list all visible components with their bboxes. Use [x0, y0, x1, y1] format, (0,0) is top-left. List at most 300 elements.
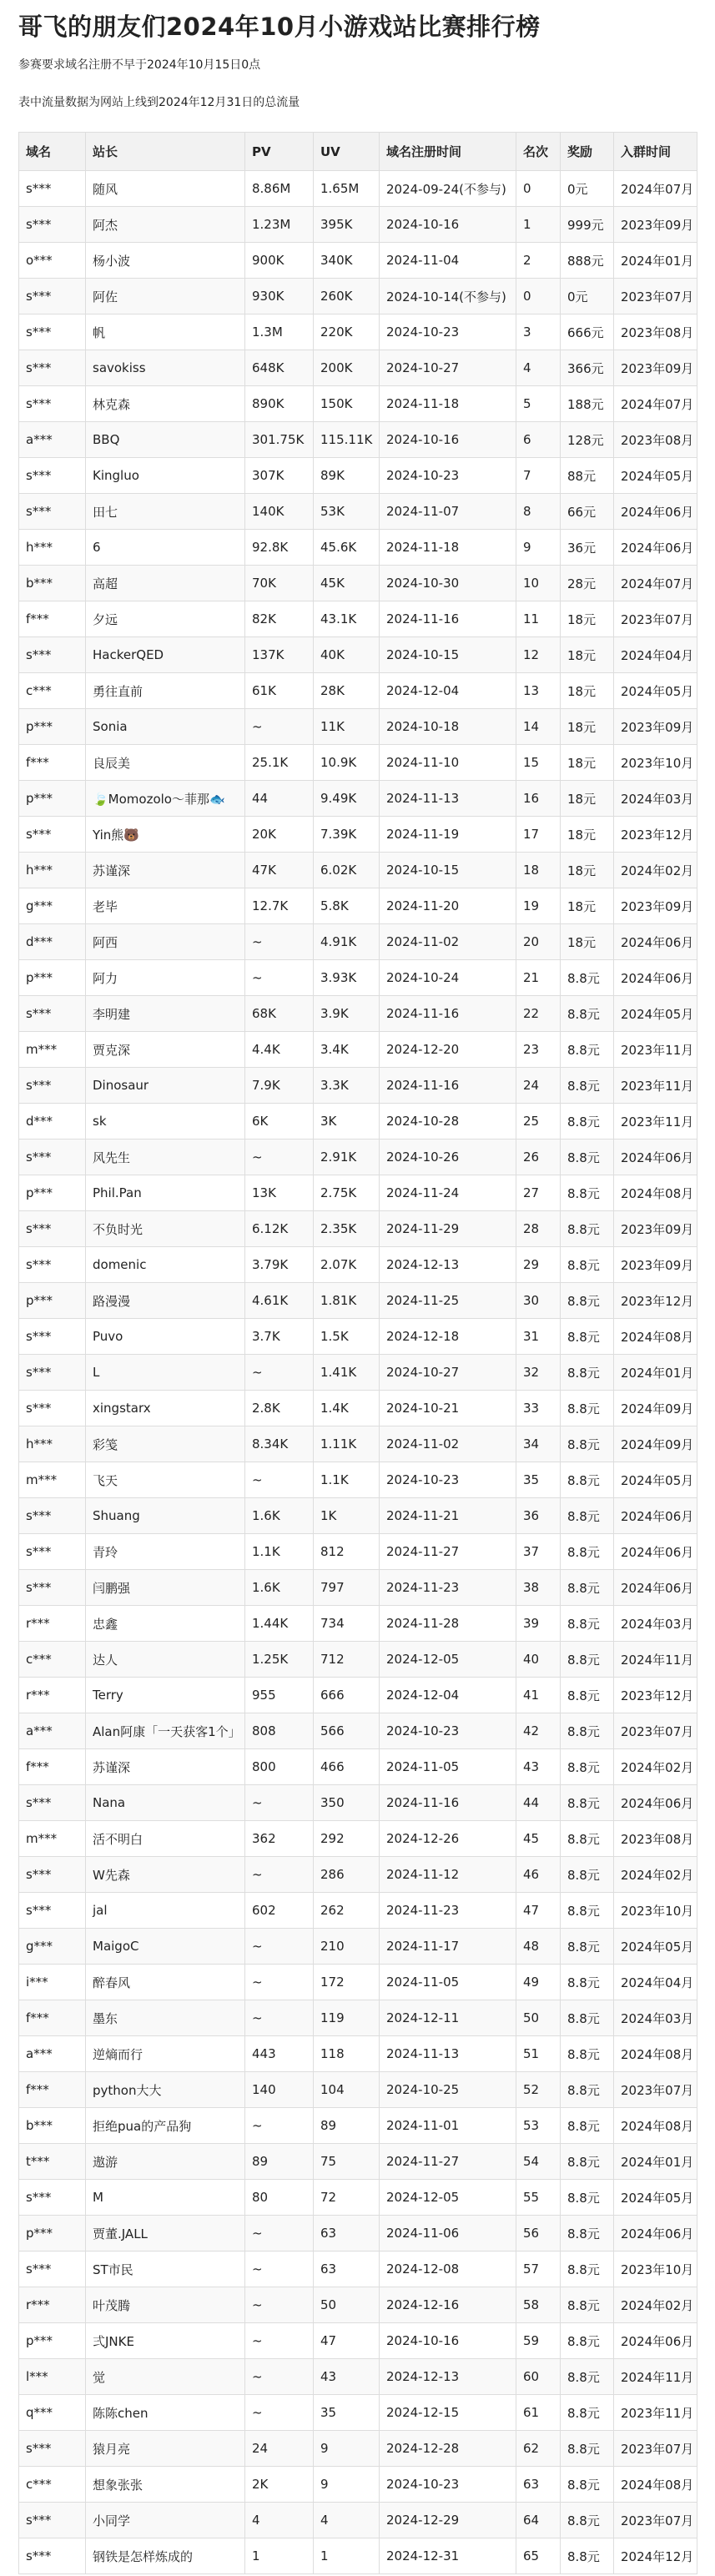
- cell-rank: 27: [516, 1175, 561, 1211]
- cell-domain: r***: [19, 1678, 86, 1713]
- cell-register-date: 2024-10-16: [380, 422, 516, 458]
- cell-domain: p***: [19, 781, 86, 817]
- cell-uv: 11K: [314, 709, 380, 745]
- cell-reward: 999元: [561, 207, 614, 243]
- cell-register-date: 2024-11-23: [380, 1570, 516, 1606]
- table-row: [19, 1857, 697, 1893]
- cell-domain: c***: [19, 673, 86, 709]
- cell-register-date: 2024-11-10: [380, 745, 516, 781]
- cell-register-date: 2024-11-20: [380, 888, 516, 924]
- cell-uv: 4: [314, 2503, 380, 2538]
- cell-join-date: 2024年07月: [614, 171, 697, 207]
- cell-uv: 340K: [314, 243, 380, 279]
- cell-uv: 5.8K: [314, 888, 380, 924]
- cell-domain: q***: [19, 2395, 86, 2431]
- cell-join-date: 2023年12月: [614, 1678, 697, 1713]
- cell-join-date: 2024年05月: [614, 2180, 697, 2216]
- cell-pv: 47K: [245, 853, 314, 888]
- cell-pv: 3.7K: [245, 1319, 314, 1355]
- cell-join-date: 2024年09月: [614, 1426, 697, 1462]
- cell-rank: 48: [516, 1929, 561, 1965]
- cell-rank: 42: [516, 1713, 561, 1749]
- cell-owner: 活不明白: [86, 1821, 245, 1857]
- cell-pv: 4.4K: [245, 1032, 314, 1068]
- cell-rank: 23: [516, 1032, 561, 1068]
- cell-pv: 1: [245, 2538, 314, 2574]
- cell-domain: s***: [19, 1211, 86, 1247]
- cell-pv: ~: [245, 1929, 314, 1965]
- cell-pv: ~: [245, 1140, 314, 1175]
- cell-join-date: 2024年03月: [614, 781, 697, 817]
- cell-rank: 24: [516, 1068, 561, 1104]
- cell-domain: s***: [19, 1570, 86, 1606]
- cell-rank: 30: [516, 1283, 561, 1319]
- cell-join-date: 2024年09月: [614, 1391, 697, 1426]
- cell-pv: 1.3M: [245, 314, 314, 350]
- cell-uv: 172: [314, 1965, 380, 2000]
- cell-pv: ~: [245, 1462, 314, 1498]
- cell-uv: 89: [314, 2108, 380, 2144]
- table-row: [19, 2538, 697, 2574]
- cell-register-date: 2024-11-05: [380, 1749, 516, 1785]
- cell-join-date: 2024年05月: [614, 1462, 697, 1498]
- cell-uv: 43: [314, 2359, 380, 2395]
- cell-domain: r***: [19, 2287, 86, 2323]
- cell-register-date: 2024-11-29: [380, 1211, 516, 1247]
- cell-reward: 0元: [561, 171, 614, 207]
- cell-pv: ~: [245, 2216, 314, 2251]
- table-row: [19, 960, 697, 996]
- cell-uv: 63: [314, 2216, 380, 2251]
- cell-rank: 0: [516, 171, 561, 207]
- table-row: [19, 1929, 697, 1965]
- cell-register-date: 2024-10-23: [380, 314, 516, 350]
- cell-domain: a***: [19, 422, 86, 458]
- cell-reward: 88元: [561, 458, 614, 494]
- cell-owner: domenic: [86, 1247, 245, 1283]
- cell-pv: 2K: [245, 2467, 314, 2503]
- cell-reward: 8.8元: [561, 996, 614, 1032]
- cell-domain: s***: [19, 1319, 86, 1355]
- cell-rank: 15: [516, 745, 561, 781]
- cell-register-date: 2024-10-15: [380, 637, 516, 673]
- cell-domain: s***: [19, 1247, 86, 1283]
- cell-owner: 贾董.JALL: [86, 2216, 245, 2251]
- table-row: [19, 2359, 697, 2395]
- cell-owner: 苏谨深: [86, 853, 245, 888]
- cell-uv: 6.02K: [314, 853, 380, 888]
- cell-join-date: 2024年06月: [614, 960, 697, 996]
- table-row: [19, 386, 697, 422]
- page-title: 哥飞的朋友们2024年10月小游戏站比赛排行榜: [18, 13, 541, 41]
- cell-reward: 18元: [561, 817, 614, 853]
- cell-join-date: 2024年06月: [614, 1785, 697, 1821]
- cell-owner: 陈陈chen: [86, 2395, 245, 2431]
- cell-join-date: 2024年06月: [614, 1534, 697, 1570]
- cell-reward: 8.8元: [561, 1462, 614, 1498]
- cell-reward: 8.8元: [561, 1391, 614, 1426]
- cell-uv: 1.41K: [314, 1355, 380, 1391]
- cell-reward: 8.8元: [561, 1068, 614, 1104]
- cell-reward: 8.8元: [561, 1104, 614, 1140]
- table-row: [19, 1965, 697, 2000]
- cell-uv: 9: [314, 2467, 380, 2503]
- cell-pv: 8.34K: [245, 1426, 314, 1462]
- cell-domain: g***: [19, 1929, 86, 1965]
- cell-uv: 3.4K: [314, 1032, 380, 1068]
- cell-owner: 阿杰: [86, 207, 245, 243]
- cell-pv: 140: [245, 2072, 314, 2108]
- cell-register-date: 2024-12-13: [380, 2359, 516, 2395]
- cell-pv: ~: [245, 2395, 314, 2431]
- cell-join-date: 2023年08月: [614, 314, 697, 350]
- cell-reward: 8.8元: [561, 2180, 614, 2216]
- table-row: [19, 2108, 697, 2144]
- cell-owner: 钢铁是怎样炼成的: [86, 2538, 245, 2574]
- cell-pv: 7.9K: [245, 1068, 314, 1104]
- cell-uv: 3.9K: [314, 996, 380, 1032]
- cell-join-date: 2023年10月: [614, 2251, 697, 2287]
- cell-register-date: 2024-11-04: [380, 243, 516, 279]
- cell-pv: 6K: [245, 1104, 314, 1140]
- cell-pv: 1.1K: [245, 1534, 314, 1570]
- cell-register-date: 2024-10-25: [380, 2072, 516, 2108]
- cell-join-date: 2024年11月: [614, 2359, 697, 2395]
- cell-register-date: 2024-09-24(不参与): [380, 171, 516, 207]
- cell-owner: M: [86, 2180, 245, 2216]
- cell-pv: 443: [245, 2036, 314, 2072]
- cell-rank: 59: [516, 2323, 561, 2359]
- table-row: [19, 924, 697, 960]
- cell-pv: ~: [245, 1355, 314, 1391]
- cell-owner: 叶茂腾: [86, 2287, 245, 2323]
- cell-register-date: 2024-12-15: [380, 2395, 516, 2431]
- cell-owner: MaigoC: [86, 1929, 245, 1965]
- ranking-table: [18, 132, 697, 2574]
- cell-owner: 帆: [86, 314, 245, 350]
- cell-rank: 65: [516, 2538, 561, 2574]
- cell-domain: b***: [19, 566, 86, 601]
- cell-reward: 8.8元: [561, 960, 614, 996]
- cell-pv: ~: [245, 2359, 314, 2395]
- cell-rank: 47: [516, 1893, 561, 1929]
- header-uv: UV: [314, 133, 380, 171]
- cell-register-date: 2024-11-18: [380, 530, 516, 566]
- cell-register-date: 2024-11-16: [380, 601, 516, 637]
- cell-register-date: 2024-11-23: [380, 1893, 516, 1929]
- cell-reward: 8.8元: [561, 1821, 614, 1857]
- cell-pv: ~: [245, 2000, 314, 2036]
- cell-join-date: 2024年01月: [614, 243, 697, 279]
- cell-reward: 8.8元: [561, 1534, 614, 1570]
- table-row: [19, 566, 697, 601]
- cell-owner: 青玲: [86, 1534, 245, 1570]
- table-row: [19, 781, 697, 817]
- cell-pv: 362: [245, 1821, 314, 1857]
- cell-join-date: 2023年09月: [614, 207, 697, 243]
- cell-pv: 955: [245, 1678, 314, 1713]
- cell-register-date: 2024-11-13: [380, 2036, 516, 2072]
- cell-rank: 8: [516, 494, 561, 530]
- cell-owner: 墨东: [86, 2000, 245, 2036]
- cell-reward: 8.8元: [561, 2395, 614, 2431]
- cell-join-date: 2024年07月: [614, 386, 697, 422]
- cell-register-date: 2024-11-16: [380, 996, 516, 1032]
- cell-domain: s***: [19, 1140, 86, 1175]
- cell-rank: 63: [516, 2467, 561, 2503]
- cell-pv: 4: [245, 2503, 314, 2538]
- cell-uv: 262: [314, 1893, 380, 1929]
- cell-pv: 25.1K: [245, 745, 314, 781]
- cell-rank: 21: [516, 960, 561, 996]
- cell-domain: l***: [19, 2359, 86, 2395]
- cell-domain: s***: [19, 637, 86, 673]
- cell-register-date: 2024-12-04: [380, 1678, 516, 1713]
- cell-reward: 8.8元: [561, 1032, 614, 1068]
- cell-pv: 930K: [245, 279, 314, 314]
- cell-owner: 勇往直前: [86, 673, 245, 709]
- cell-uv: 118: [314, 2036, 380, 2072]
- cell-register-date: 2024-11-02: [380, 924, 516, 960]
- cell-register-date: 2024-11-21: [380, 1498, 516, 1534]
- cell-join-date: 2023年12月: [614, 1283, 697, 1319]
- cell-register-date: 2024-11-27: [380, 1534, 516, 1570]
- cell-rank: 5: [516, 386, 561, 422]
- cell-uv: 45.6K: [314, 530, 380, 566]
- cell-register-date: 2024-10-26: [380, 1140, 516, 1175]
- cell-reward: 8.8元: [561, 1965, 614, 2000]
- cell-owner: 阿佐: [86, 279, 245, 314]
- cell-owner: BBQ: [86, 422, 245, 458]
- cell-owner: savokiss: [86, 350, 245, 386]
- cell-domain: b***: [19, 2108, 86, 2144]
- cell-join-date: 2024年06月: [614, 494, 697, 530]
- cell-join-date: 2023年09月: [614, 1247, 697, 1283]
- cell-rank: 4: [516, 350, 561, 386]
- cell-register-date: 2024-12-20: [380, 1032, 516, 1068]
- cell-pv: ~: [245, 2323, 314, 2359]
- table-row: [19, 2287, 697, 2323]
- cell-owner: 田七: [86, 494, 245, 530]
- cell-register-date: 2024-11-12: [380, 1857, 516, 1893]
- cell-uv: 47: [314, 2323, 380, 2359]
- cell-uv: 2.91K: [314, 1140, 380, 1175]
- cell-domain: m***: [19, 1462, 86, 1498]
- cell-join-date: 2023年07月: [614, 2072, 697, 2108]
- cell-uv: 119: [314, 2000, 380, 2036]
- cell-owner: Alan阿康「一天获客1个」: [86, 1713, 245, 1749]
- cell-owner: Puvo: [86, 1319, 245, 1355]
- cell-reward: 36元: [561, 530, 614, 566]
- cell-pv: 92.8K: [245, 530, 314, 566]
- cell-reward: 888元: [561, 243, 614, 279]
- cell-join-date: 2024年06月: [614, 2323, 697, 2359]
- cell-domain: s***: [19, 458, 86, 494]
- cell-rank: 16: [516, 781, 561, 817]
- cell-register-date: 2024-10-30: [380, 566, 516, 601]
- cell-uv: 75: [314, 2144, 380, 2180]
- cell-domain: s***: [19, 350, 86, 386]
- cell-pv: 602: [245, 1893, 314, 1929]
- table-row: [19, 2144, 697, 2180]
- cell-register-date: 2024-11-16: [380, 1068, 516, 1104]
- cell-rank: 36: [516, 1498, 561, 1534]
- header-register-date: 域名注册时间: [380, 133, 516, 171]
- cell-register-date: 2024-12-13: [380, 1247, 516, 1283]
- cell-register-date: 2024-10-23: [380, 2467, 516, 2503]
- cell-domain: i***: [19, 1965, 86, 2000]
- table-row: [19, 422, 697, 458]
- table-row: [19, 996, 697, 1032]
- cell-domain: f***: [19, 601, 86, 637]
- table-row: [19, 1283, 697, 1319]
- table-row: [19, 1140, 697, 1175]
- cell-reward: 8.8元: [561, 1355, 614, 1391]
- table-row: [19, 243, 697, 279]
- cell-pv: ~: [245, 960, 314, 996]
- cell-domain: p***: [19, 960, 86, 996]
- cell-uv: 2.35K: [314, 1211, 380, 1247]
- table-row: [19, 1391, 697, 1426]
- cell-rank: 2: [516, 243, 561, 279]
- cell-owner: 飞天: [86, 1462, 245, 1498]
- cell-register-date: 2024-11-19: [380, 817, 516, 853]
- cell-reward: 8.8元: [561, 2144, 614, 2180]
- cell-reward: 8.8元: [561, 1247, 614, 1283]
- cell-pv: 12.7K: [245, 888, 314, 924]
- cell-pv: ~: [245, 1785, 314, 1821]
- cell-register-date: 2024-10-24: [380, 960, 516, 996]
- cell-domain: d***: [19, 1104, 86, 1140]
- table-row: [19, 1175, 697, 1211]
- cell-join-date: 2024年08月: [614, 2467, 697, 2503]
- cell-reward: 8.8元: [561, 2251, 614, 2287]
- cell-uv: 63: [314, 2251, 380, 2287]
- table-row: [19, 2216, 697, 2251]
- cell-reward: 18元: [561, 924, 614, 960]
- cell-reward: 8.8元: [561, 1283, 614, 1319]
- table-row: [19, 1713, 697, 1749]
- cell-reward: 8.8元: [561, 2503, 614, 2538]
- cell-register-date: 2024-10-23: [380, 1462, 516, 1498]
- cell-domain: p***: [19, 2323, 86, 2359]
- cell-reward: 8.8元: [561, 1713, 614, 1749]
- cell-uv: 40K: [314, 637, 380, 673]
- cell-rank: 60: [516, 2359, 561, 2395]
- cell-pv: 70K: [245, 566, 314, 601]
- cell-owner: 觉: [86, 2359, 245, 2395]
- cell-owner: 醉春风: [86, 1965, 245, 2000]
- cell-uv: 7.39K: [314, 817, 380, 853]
- cell-rank: 52: [516, 2072, 561, 2108]
- table-row: [19, 1642, 697, 1678]
- cell-domain: f***: [19, 2000, 86, 2036]
- header-rank: 名次: [516, 133, 561, 171]
- cell-rank: 55: [516, 2180, 561, 2216]
- cell-reward: 8.8元: [561, 1606, 614, 1642]
- cell-pv: 890K: [245, 386, 314, 422]
- cell-rank: 56: [516, 2216, 561, 2251]
- header-reward: 奖励: [561, 133, 614, 171]
- cell-reward: 18元: [561, 745, 614, 781]
- table-row: [19, 2036, 697, 2072]
- cell-rank: 31: [516, 1319, 561, 1355]
- table-row: [19, 601, 697, 637]
- cell-pv: ~: [245, 1857, 314, 1893]
- cell-join-date: 2024年02月: [614, 853, 697, 888]
- cell-owner: 猿月亮: [86, 2431, 245, 2467]
- cell-owner: 良辰美: [86, 745, 245, 781]
- cell-owner: Phil.Pan: [86, 1175, 245, 1211]
- cell-domain: s***: [19, 1498, 86, 1534]
- cell-rank: 7: [516, 458, 561, 494]
- cell-domain: s***: [19, 279, 86, 314]
- cell-uv: 1.4K: [314, 1391, 380, 1426]
- cell-reward: 8.8元: [561, 1893, 614, 1929]
- cell-uv: 9: [314, 2431, 380, 2467]
- cell-join-date: 2023年08月: [614, 422, 697, 458]
- cell-domain: s***: [19, 2503, 86, 2538]
- table-row: [19, 853, 697, 888]
- cell-uv: 104: [314, 2072, 380, 2108]
- cell-owner: Yin熊🐻: [86, 817, 245, 853]
- table-row: [19, 1068, 697, 1104]
- header-pv: PV: [245, 133, 314, 171]
- cell-uv: 350: [314, 1785, 380, 1821]
- cell-uv: 286: [314, 1857, 380, 1893]
- cell-owner: 风先生: [86, 1140, 245, 1175]
- cell-pv: 900K: [245, 243, 314, 279]
- cell-uv: 1.5K: [314, 1319, 380, 1355]
- cell-domain: s***: [19, 494, 86, 530]
- cell-uv: 466: [314, 1749, 380, 1785]
- cell-register-date: 2024-12-28: [380, 2431, 516, 2467]
- cell-reward: 8.8元: [561, 2467, 614, 2503]
- cell-join-date: 2024年08月: [614, 1319, 697, 1355]
- cell-uv: 566: [314, 1713, 380, 1749]
- cell-uv: 1: [314, 2538, 380, 2574]
- cell-reward: 8.8元: [561, 2072, 614, 2108]
- cell-pv: 13K: [245, 1175, 314, 1211]
- cell-reward: 8.8元: [561, 1642, 614, 1678]
- cell-pv: 1.25K: [245, 1642, 314, 1678]
- cell-join-date: 2023年09月: [614, 709, 697, 745]
- cell-register-date: 2024-11-25: [380, 1283, 516, 1319]
- cell-domain: s***: [19, 1857, 86, 1893]
- cell-uv: 35: [314, 2395, 380, 2431]
- cell-uv: 2.07K: [314, 1247, 380, 1283]
- cell-register-date: 2024-10-14(不参与): [380, 279, 516, 314]
- cell-owner: Nana: [86, 1785, 245, 1821]
- cell-reward: 188元: [561, 386, 614, 422]
- cell-domain: s***: [19, 386, 86, 422]
- cell-owner: 想象张张: [86, 2467, 245, 2503]
- cell-rank: 62: [516, 2431, 561, 2467]
- cell-domain: s***: [19, 817, 86, 853]
- table-row: [19, 2467, 697, 2503]
- table-row: [19, 2000, 697, 2036]
- cell-domain: s***: [19, 1785, 86, 1821]
- cell-uv: 3.3K: [314, 1068, 380, 1104]
- cell-pv: 648K: [245, 350, 314, 386]
- cell-domain: s***: [19, 2538, 86, 2574]
- cell-uv: 1.65M: [314, 171, 380, 207]
- cell-join-date: 2023年09月: [614, 350, 697, 386]
- table-row: [19, 1355, 697, 1391]
- cell-register-date: 2024-12-31: [380, 2538, 516, 2574]
- table-row: [19, 350, 697, 386]
- cell-register-date: 2024-12-05: [380, 2180, 516, 2216]
